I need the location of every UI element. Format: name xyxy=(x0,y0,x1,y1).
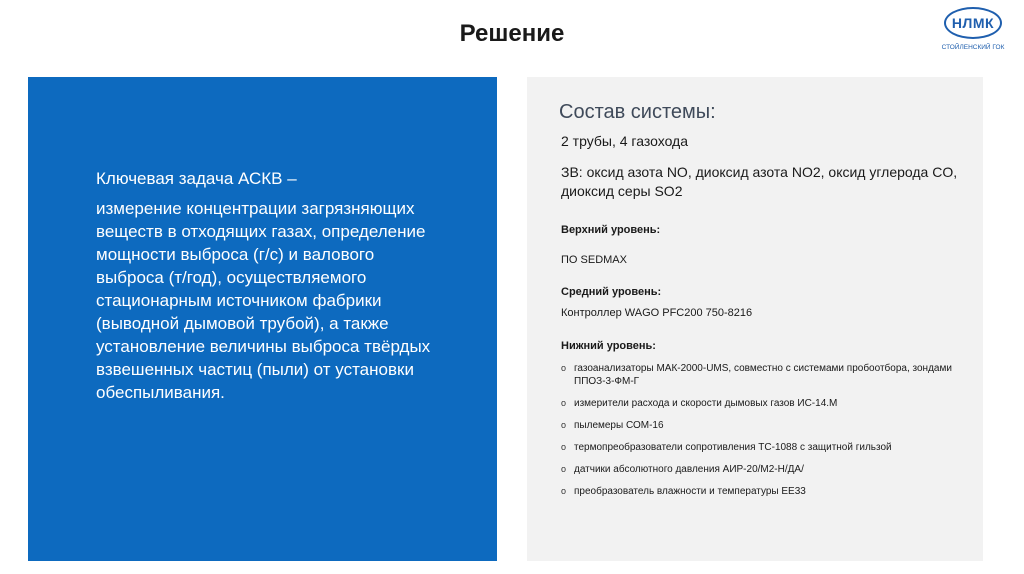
list-item-text: газоанализаторы МАК-2000-UMS, совместно с системами пробоотбора, зондами ППОЗ-3-ФМ-Г xyxy=(574,363,952,387)
lower-level-title: Нижний уровень: xyxy=(561,340,656,352)
logo-text: НЛМК xyxy=(951,15,995,31)
key-task-panel xyxy=(28,77,497,561)
logo-oval xyxy=(944,7,1002,39)
bullet-icon: o xyxy=(561,420,567,430)
middle-level-title: Средний уровень: xyxy=(561,286,662,298)
bullet-icon: o xyxy=(561,363,567,373)
list-item-text: термопреобразователи сопротивления ТС-1088 с защитной гильзой xyxy=(574,442,892,453)
key-task-title: Ключевая задача АСКВ – xyxy=(96,169,297,188)
upper-level-title: Верхний уровень: xyxy=(561,224,661,236)
list-item xyxy=(561,397,971,410)
list-item xyxy=(561,463,971,476)
list-item-text: пылемеры СОМ-16 xyxy=(574,420,664,431)
list-item xyxy=(561,362,971,388)
system-title: Состав системы: xyxy=(559,101,716,123)
bullet-icon: o xyxy=(561,398,567,408)
pollutants-info: ЗВ: оксид азота NO, диоксид азота NO2, оксид углерода CO, диоксид серы SO2 xyxy=(561,164,958,199)
system-composition-panel xyxy=(527,77,983,561)
list-item-text: датчики абсолютного давления АИР-20/М2-Н/ДА/ xyxy=(574,464,804,475)
page-title: Решение xyxy=(459,20,565,47)
pipes-info: 2 трубы, 4 газохода xyxy=(561,133,689,149)
list-item-text: преобразователь влажности и температуры ЕЕ33 xyxy=(574,486,806,497)
logo-subtitle: СТОЙЛЕНСКИЙ ГОК xyxy=(941,44,1005,51)
bullet-icon: o xyxy=(561,442,567,452)
lower-level-list xyxy=(561,362,971,507)
nlmk-logo xyxy=(935,7,1011,63)
middle-level-value: Контроллер WAGO PFC200 750-8216 xyxy=(561,307,753,319)
list-item xyxy=(561,485,971,498)
bullet-icon: o xyxy=(561,464,567,474)
list-item xyxy=(561,441,971,454)
bullet-icon: o xyxy=(561,486,567,496)
list-item xyxy=(561,419,971,432)
key-task-text: измерение концентрации загрязняющих веществ в отходящих газах, определение мощности выброса (г/с) и валового выброса (т/год), осуществляемого стационарным источником фабрики (выводной дымовой трубой), а также установление величины выброса твёрдых взвешенных частиц (пыли) от установки обеспыливания. xyxy=(96,199,431,402)
list-item-text: измерители расхода и скорости дымовых газов ИС-14.М xyxy=(574,398,838,409)
upper-level-value: ПО SEDMAX xyxy=(561,254,627,266)
